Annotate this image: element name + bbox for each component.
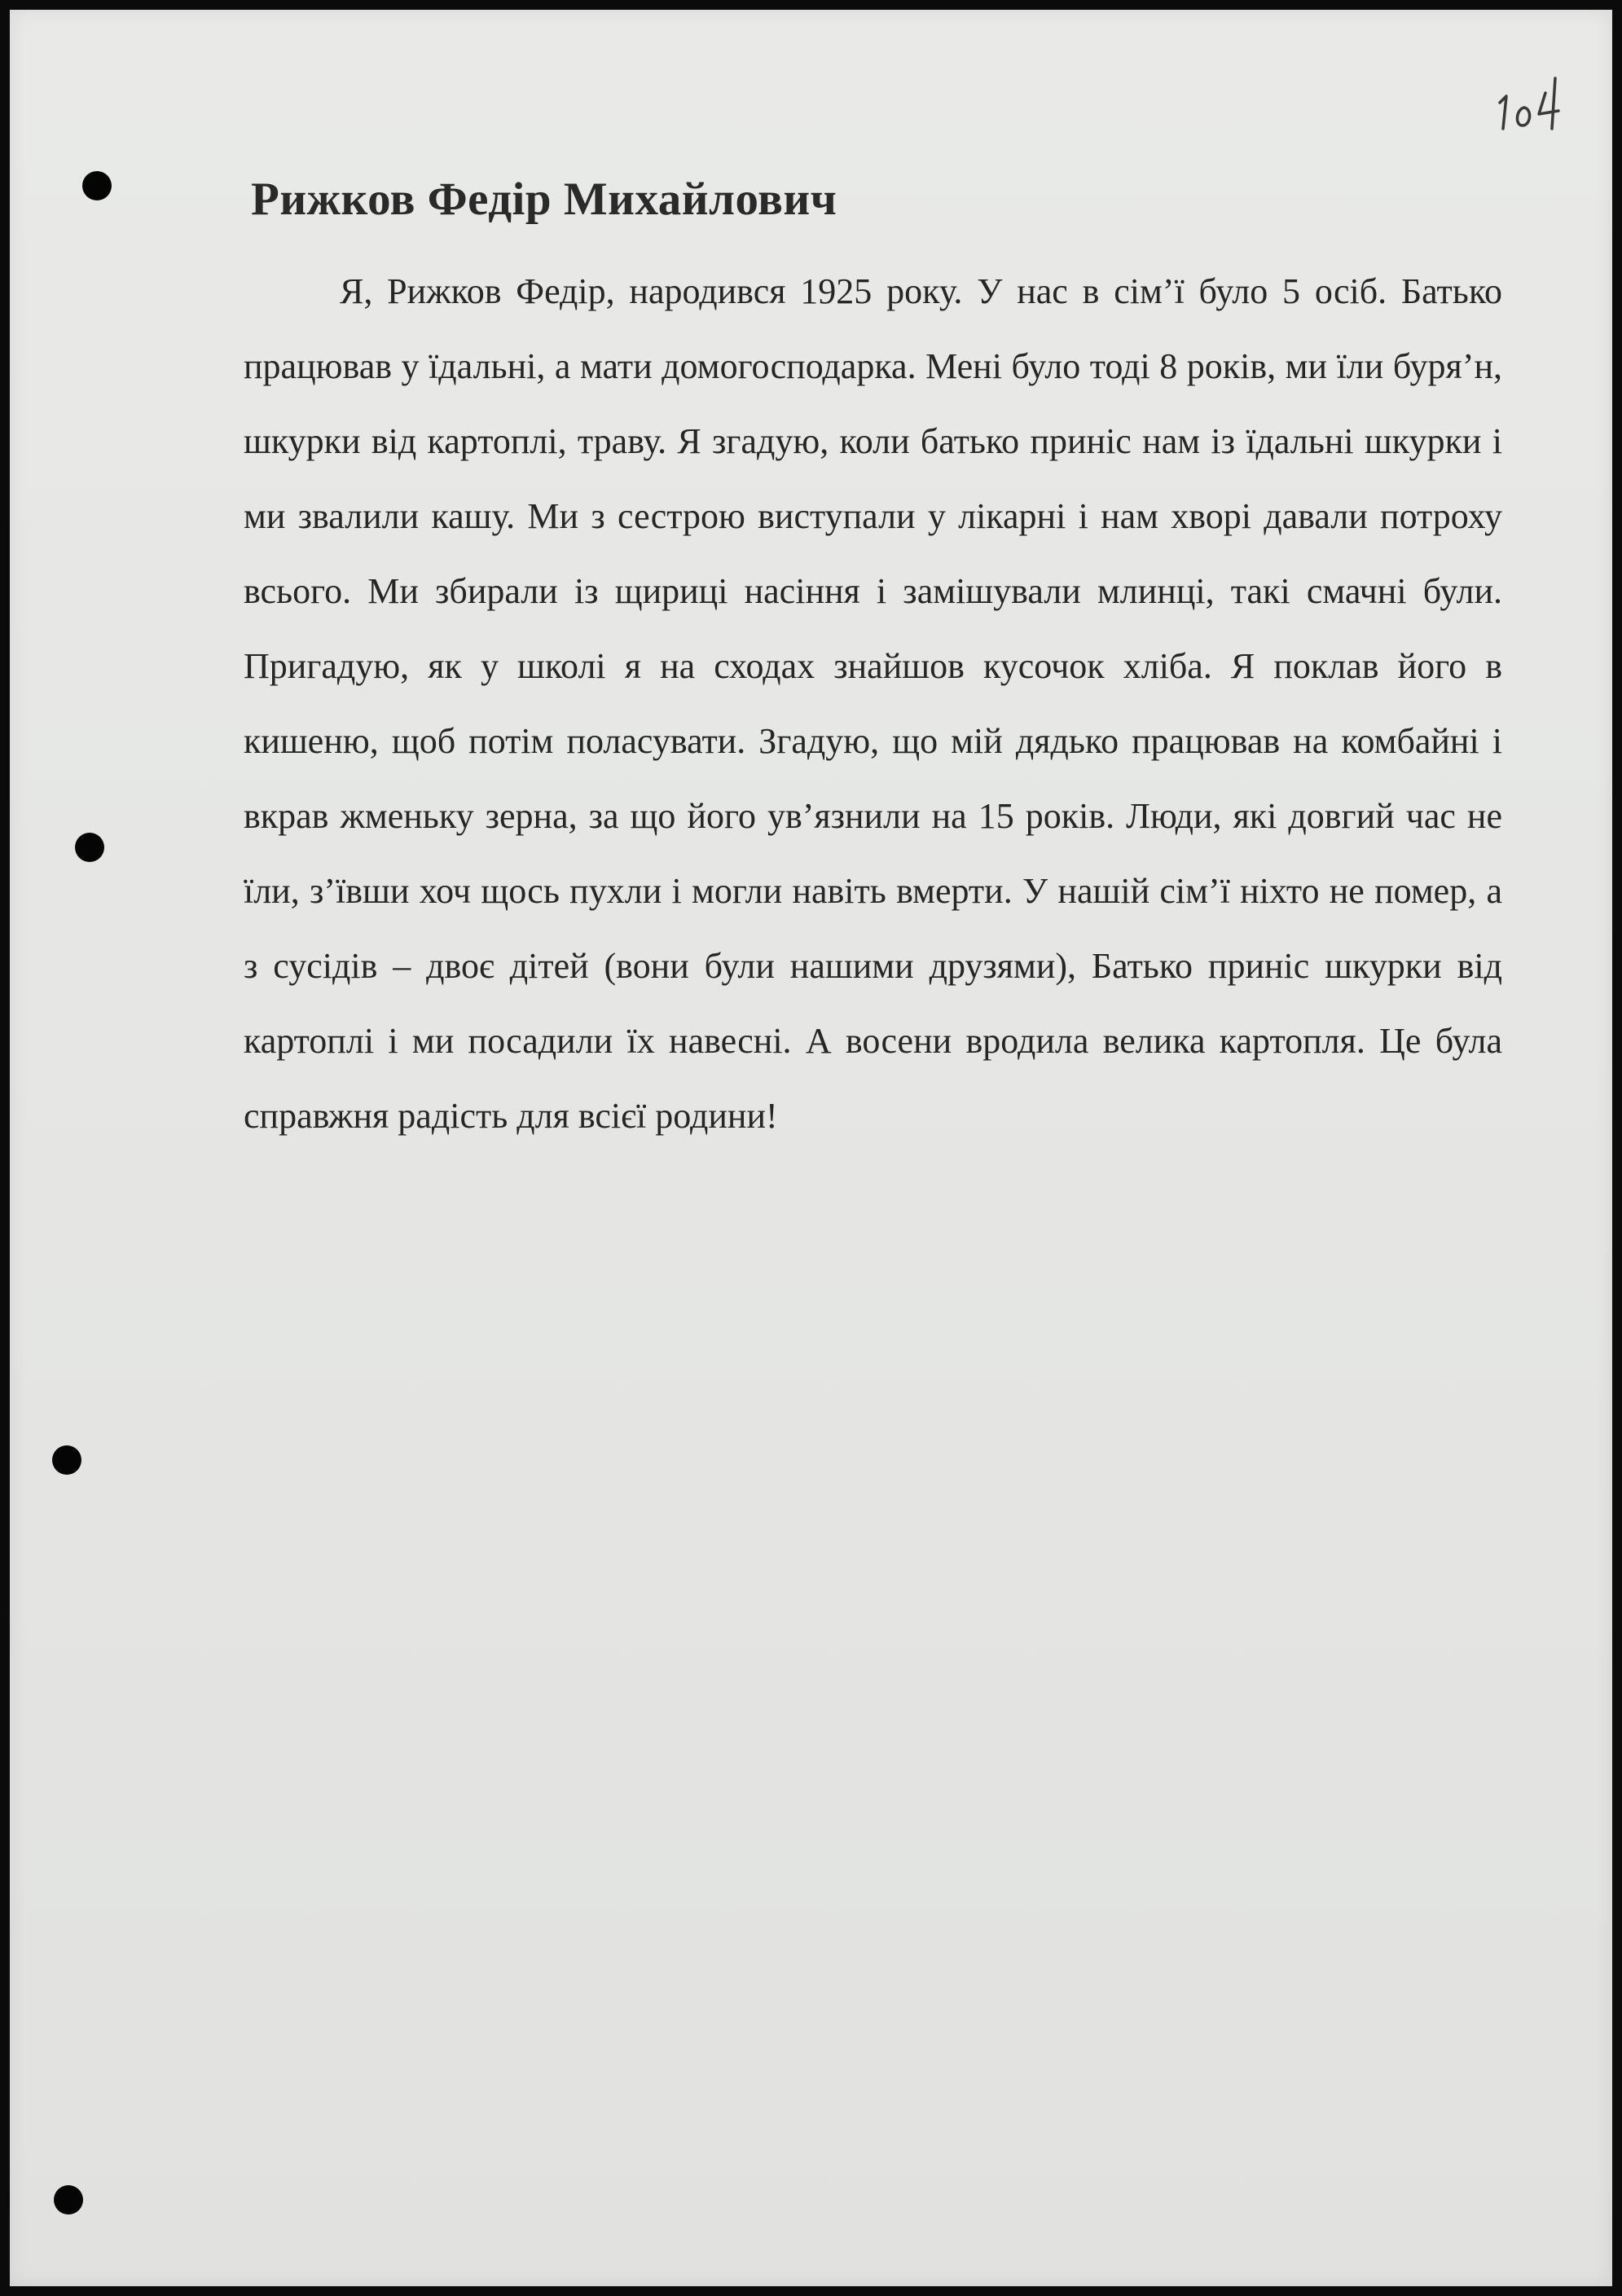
document-title: Рижков Федір Михайлович: [251, 174, 837, 225]
punch-hole: [75, 833, 104, 862]
punch-hole: [54, 2185, 83, 2215]
paper-sheet: [10, 10, 1612, 2286]
punch-hole: [82, 171, 112, 200]
testimony-paragraph: Я, Рижков Федір, народився 1925 року. У нас в сім’ї було 5 осіб. Батько працював у їдальні, а мати домогосподарка. Мені було тоді 8 років, ми їли буря’н, шкурки від картоплі, траву. Я згадую, коли батько приніс нам із їдальні шкурки і ми звалили кашу. Ми з сестрою виступали у лікарні і нам хворі давали потроху всього. Ми збирали із щириці насіння і замішували млинці, такі смачні були. Пригадую, як у школі я на сходах знайшов кусочок хліба. Я поклав його в кишеню, щоб потім поласувати. Згадую, що мій дядько працював на комбайні і вкрав жменьку зерна, за що його ув’язнили на 15 років. Люди, які довгий час не їли, з’ївши хоч щось пухли і могли навіть вмерти. У нашій сім’ї ніхто не помер, а з сусідів – двоє дітей (вони були нашими друзями), Батько приніс шкурки від картоплі і ми посадили їх навесні. А восени вродила велика картопля. Це була справжня радість для всієї родини!: [244, 271, 1502, 1136]
handwritten-page-number: [1488, 60, 1578, 134]
punch-hole: [52, 1445, 81, 1475]
